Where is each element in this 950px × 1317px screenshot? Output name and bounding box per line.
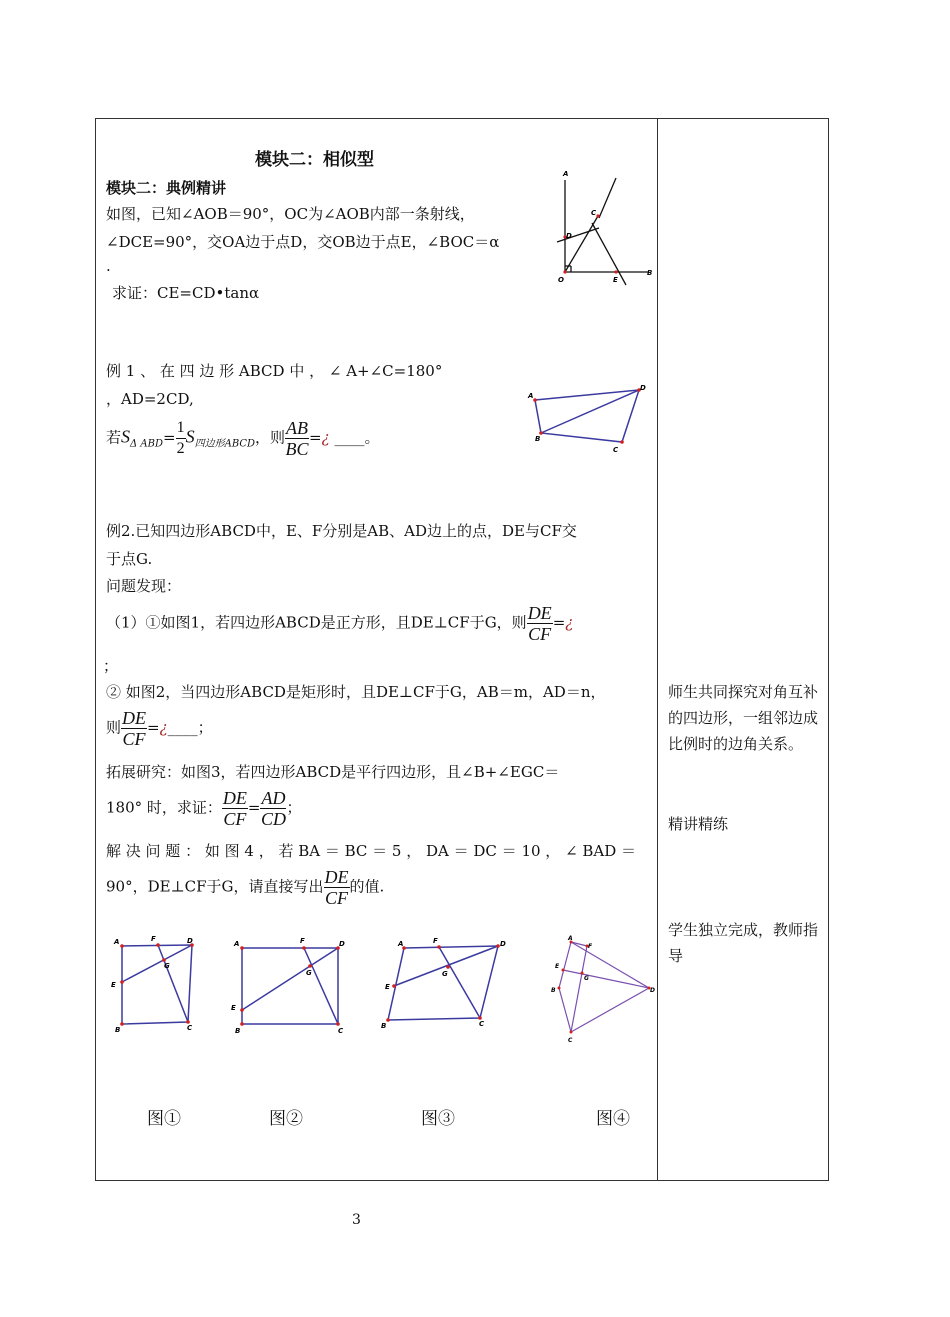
- ex1-line-1: 例 1 、 在 四 边 形 ABCD 中 ， ∠ A+∠C=180°: [106, 362, 443, 380]
- f1-label-G: G: [164, 962, 170, 970]
- q2-eq: =: [147, 718, 160, 737]
- solve-text: 90°，DE⊥CF于G，请直接写出: [106, 877, 324, 896]
- ex1-diagram: [527, 380, 649, 456]
- side-note-2: 精讲精练: [668, 815, 729, 833]
- f2-label-D: D: [339, 940, 345, 948]
- ex1-s1-sub: Δ ABD: [130, 438, 164, 450]
- ex2-q2-formula: [106, 708, 213, 749]
- f4-label-F: F: [588, 943, 593, 950]
- ex1-label-C: C: [613, 446, 619, 454]
- ex1-blank: ____。: [329, 428, 380, 447]
- f4-label-C: C: [568, 1037, 573, 1044]
- ex2-q2: ② 如图2，当四边形ABCD是矩形时，且DE⊥CF于G，AB＝m，AD＝n，: [106, 683, 606, 701]
- ex1-half-den: 2: [176, 440, 185, 457]
- f1-label-F: F: [151, 935, 156, 943]
- q2-frac: [121, 708, 147, 749]
- f1-label-C: C: [187, 1024, 193, 1032]
- f1-label-D: D: [187, 937, 193, 945]
- ex1-label-B: B: [535, 435, 541, 443]
- ext-num1: DE: [222, 788, 247, 808]
- ex1-formula: [106, 418, 379, 459]
- intro-line-3: .: [106, 257, 111, 275]
- f1-label-E: E: [111, 981, 116, 989]
- figure-label-2: 图②: [269, 1109, 303, 1129]
- f2-label-E: E: [231, 1004, 236, 1012]
- ex1-qmark: ¿: [321, 428, 330, 447]
- q2-den: CF: [122, 729, 146, 749]
- angle-diagram: [552, 168, 658, 290]
- side-note-3: 学生独立完成，教师指导: [668, 921, 819, 965]
- f1-label-A: A: [114, 938, 120, 946]
- label-B: B: [647, 269, 653, 277]
- f3-label-C: C: [479, 1020, 485, 1028]
- ex2-discover: 问题发现：: [106, 577, 182, 595]
- page-number: 3: [352, 1212, 361, 1228]
- q1-text: （1）①如图1，若四边形ABCD是正方形，且DE⊥CF于G，则: [106, 613, 527, 632]
- ext-semi: ；: [286, 798, 302, 817]
- q1-eq: =: [552, 613, 566, 632]
- solve-end: 的值.: [349, 877, 385, 896]
- solve-den: CF: [325, 888, 349, 908]
- ext-den2: CD: [260, 809, 286, 829]
- ex1-eq2: =: [309, 428, 322, 447]
- solve-num: DE: [324, 867, 349, 887]
- ex1-eq: =: [163, 428, 176, 447]
- figure-2-rectangle: [228, 932, 352, 1038]
- f3-label-E: E: [385, 983, 390, 991]
- q1-qmark: ¿: [565, 613, 574, 632]
- f4-label-B: B: [551, 987, 556, 994]
- label-D: D: [566, 232, 572, 240]
- ex2-ext-1: 拓展研究：如图3，若四边形ABCD是平行四边形，且∠B+∠EGC＝: [106, 763, 560, 781]
- ext-frac-2: [260, 788, 286, 829]
- ex1-s2-sub: 四边形ABCD: [194, 438, 256, 450]
- figure-3-parallelogram: [376, 932, 512, 1032]
- ex2-solve-1: 解 决 问 题 ： 如 图 4 ， 若 BA ＝ BC ＝ 5 ， DA ＝ DC ＝ 10 ， ∠ BAD ＝: [106, 842, 637, 860]
- f3-label-G: G: [442, 970, 448, 978]
- figure-4-kite: [545, 932, 659, 1048]
- ex1-frac-den: BC: [285, 439, 309, 459]
- figure-1-square: [108, 932, 200, 1038]
- label-E: E: [613, 276, 618, 284]
- side-note-1: 师生共同探究对角互补的四边形，一组邻边成比例时的边角关系。: [668, 683, 819, 753]
- solve-frac: [324, 867, 350, 908]
- f3-label-D: D: [500, 940, 506, 948]
- f4-label-A: A: [568, 935, 573, 942]
- ex1-prefix: 若: [106, 428, 122, 447]
- f1-label-B: B: [115, 1026, 121, 1034]
- ext-num2: AD: [261, 788, 286, 808]
- ext-text: 180° 时，求证：: [106, 798, 222, 817]
- ext-den1: CF: [223, 809, 247, 829]
- f2-label-G: G: [306, 969, 312, 977]
- ex1-s1: S: [121, 426, 131, 447]
- f4-label-G: G: [584, 975, 589, 982]
- label-O: O: [558, 276, 564, 284]
- ex2-solve-2: [106, 867, 384, 908]
- ex1-line-2: ，AD=2CD,: [106, 390, 194, 408]
- intro-line-1: 如图，已知∠AOB＝90°，OC为∠AOB内部一条射线，: [106, 205, 475, 223]
- ex1-label-D: D: [640, 384, 646, 392]
- q1-semicolon: ；: [103, 657, 119, 675]
- q2-blank: ____；: [167, 718, 213, 737]
- f3-label-A: A: [398, 940, 404, 948]
- label-A: A: [563, 170, 569, 178]
- ex1-frac-num: AB: [286, 418, 309, 438]
- figure-label-3: 图③: [421, 1109, 455, 1129]
- f3-label-B: B: [381, 1022, 387, 1030]
- f2-label-B: B: [235, 1027, 241, 1035]
- q1-frac: [527, 603, 553, 644]
- q1-den: CF: [528, 624, 552, 644]
- f3-label-F: F: [433, 937, 438, 945]
- ex2-line-2: 于点G.: [106, 550, 153, 568]
- intro-line-2: ∠DCE=90°，交OA边于点D，交OB边于点E，∠BOC＝α: [106, 233, 500, 251]
- ex2-q1: [106, 603, 573, 644]
- intro-prove: 求证：CE=CD•tanα: [112, 284, 260, 302]
- figure-label-1: 图①: [147, 1109, 181, 1129]
- q2-num: DE: [122, 708, 147, 728]
- section-heading: 模块二：典例精讲: [106, 179, 227, 197]
- ex1-half-num: 1: [176, 418, 186, 439]
- ex1-then: ，则: [255, 428, 286, 447]
- q1-num: DE: [527, 603, 552, 623]
- ex2-line-1: 例2.已知四边形ABCD中，E、F分别是AB、AD边上的点，DE与CF交: [106, 522, 577, 540]
- ext-eq: =: [247, 798, 261, 817]
- f2-label-F: F: [300, 937, 305, 945]
- q2-then: 则: [106, 718, 122, 737]
- f2-label-A: A: [234, 940, 240, 948]
- ex1-ab-bc: [285, 418, 309, 459]
- figure-label-4: 图④: [596, 1109, 630, 1129]
- ex1-half: [176, 418, 186, 459]
- module-title: 模块二：相似型: [255, 150, 374, 170]
- q2-qmark: ¿: [159, 718, 168, 737]
- ex1-s2: S: [185, 426, 195, 447]
- label-C: C: [591, 209, 597, 217]
- f2-label-C: C: [338, 1027, 344, 1035]
- ext-frac-1: [222, 788, 248, 829]
- ex2-ext-2: [106, 788, 302, 829]
- f4-label-E: E: [555, 963, 560, 970]
- f4-label-D: D: [650, 987, 655, 994]
- ex1-label-A: A: [528, 392, 534, 400]
